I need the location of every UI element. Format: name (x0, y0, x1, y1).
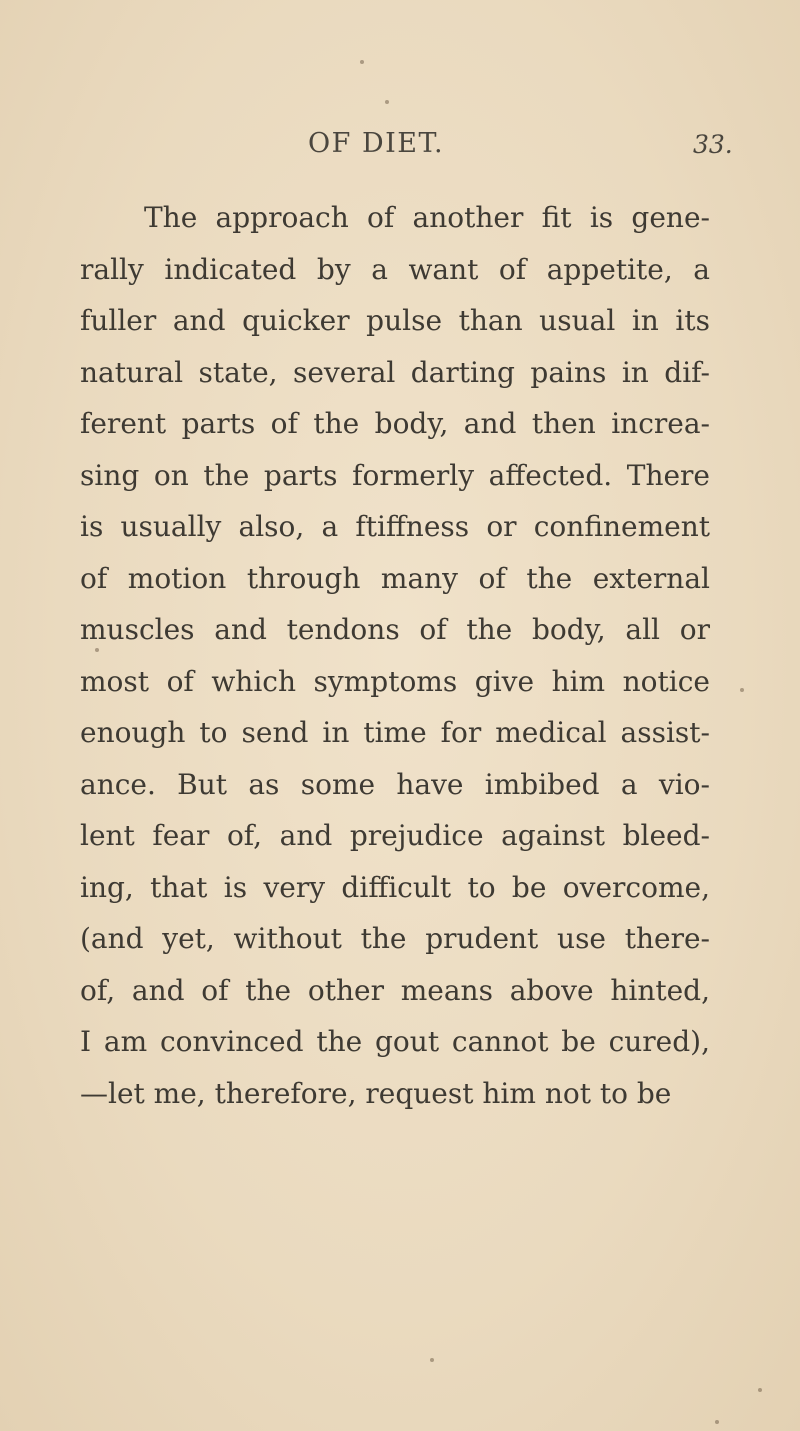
text-line: —let me, therefore, request him not to be (80, 1076, 672, 1110)
text-line: enough to send in time for medical assist- (80, 716, 710, 749)
text-line: of, and of the other means above hinted, (80, 973, 710, 1007)
body-text (80, 192, 710, 1119)
text-line: sing on the parts formerly affected. There (80, 458, 710, 492)
text-line: rally indicated by a want of appetite, a (80, 252, 710, 286)
running-head: OF DIET. (308, 128, 445, 159)
paper-speck (360, 60, 364, 64)
page-number: 33. (693, 130, 733, 159)
text-line: of motion through many of the external (80, 561, 710, 595)
paper-speck (740, 688, 744, 692)
paper-speck (758, 1388, 762, 1392)
text-line: natural state, several darting pains in dif- (80, 355, 710, 389)
text-line: (and yet, without the prudent use there- (80, 922, 710, 955)
text-line: fuller and quicker pulse than usual in its (80, 304, 710, 337)
text-line: is usually also, a ftiffness or confinement (80, 510, 710, 543)
text-line: The approach of another fit is gene- (144, 201, 710, 234)
paper-speck (95, 648, 99, 652)
text-line: muscles and tendons of the body, all or (80, 613, 710, 646)
text-line: I am convinced the gout cannot be cured), (80, 1025, 710, 1058)
text-line: lent fear of, and prejudice against bleed- (80, 819, 710, 852)
text-line: ferent parts of the body, and then increa- (80, 407, 710, 440)
text-line: most of which symptoms give him notice (80, 664, 710, 698)
paper-speck (430, 1358, 434, 1362)
page-header (0, 128, 800, 168)
paper-speck (715, 1420, 719, 1424)
text-line: ing, that is very difficult to be overcome, (80, 870, 710, 904)
paper-speck (385, 100, 389, 104)
text-line: ance. But as some have imbibed a vio- (80, 767, 710, 801)
